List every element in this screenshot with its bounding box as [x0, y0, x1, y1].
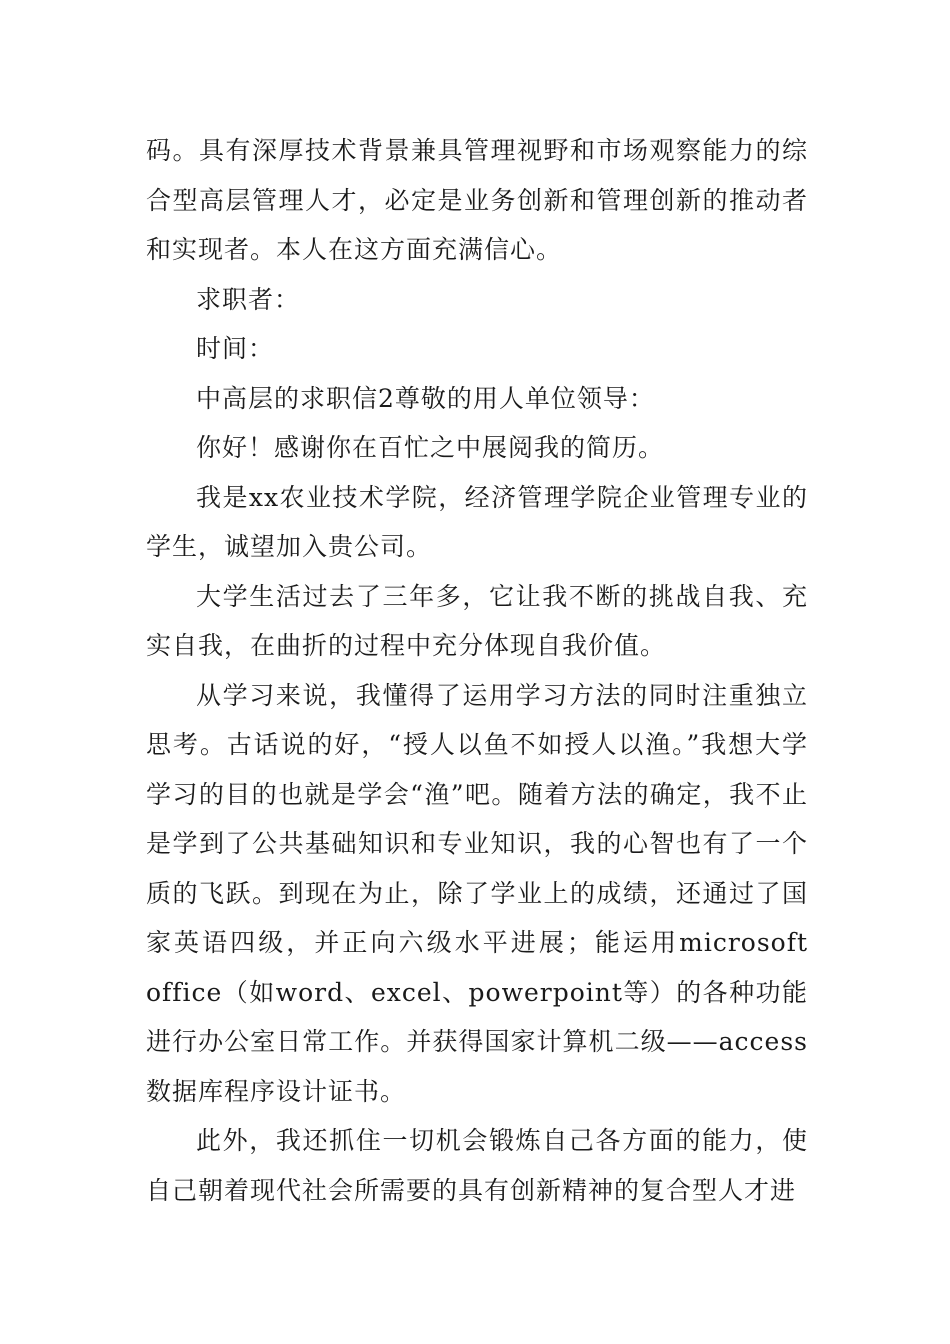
- paragraph-date-label: 时间：: [196, 334, 275, 363]
- paragraph-study: 从学习来说，我懂得了运用学习方法的同时注重独立思考。古话说的好，“授人以鱼不如授人以渔。”我想大学学习的目的也就是学会“渔”吧。随着方法的确定，我不止是学到了公共基础知识和专业知识，我的心智也有了一个质的飞跃。到现在为止，除了学业上的成绩，还通过了国家英语四级，并正向六级水平进展；能运用microsoft office（如word、excel、powerpoint等）的各种功能进行办公室日常工作。并获得国家计算机二级——access数据库程序设计证书。: [146, 680, 808, 1106]
- paragraph-university-life: 大学生活过去了三年多，它让我不断的挑战自我、充实自我，在曲折的过程中充分体现自我价值。: [146, 581, 808, 660]
- document-body: [146, 126, 808, 1215]
- paragraph-closing-statement: 码。具有深厚技术背景兼具管理视野和市场观察能力的综合型高层管理人才，必定是业务创新和管理创新的推动者和实现者。本人在这方面充满信心。: [146, 136, 808, 264]
- paragraph-introduction: 我是xx农业技术学院，经济管理学院企业管理专业的学生，诚望加入贵公司。: [146, 482, 808, 561]
- paragraph-greeting: 你好！感谢你在百忙之中展阅我的简历。: [196, 433, 665, 462]
- paragraph-letter-heading: 中高层的求职信2尊敬的用人单位领导：: [196, 383, 655, 413]
- paragraph-abilities: 此外，我还抓住一切机会锻炼自己各方面的能力，使自己朝着现代社会所需要的具有创新精神的复合型人才进: [146, 1126, 808, 1205]
- paragraph-applicant-label: 求职者：: [196, 284, 301, 314]
